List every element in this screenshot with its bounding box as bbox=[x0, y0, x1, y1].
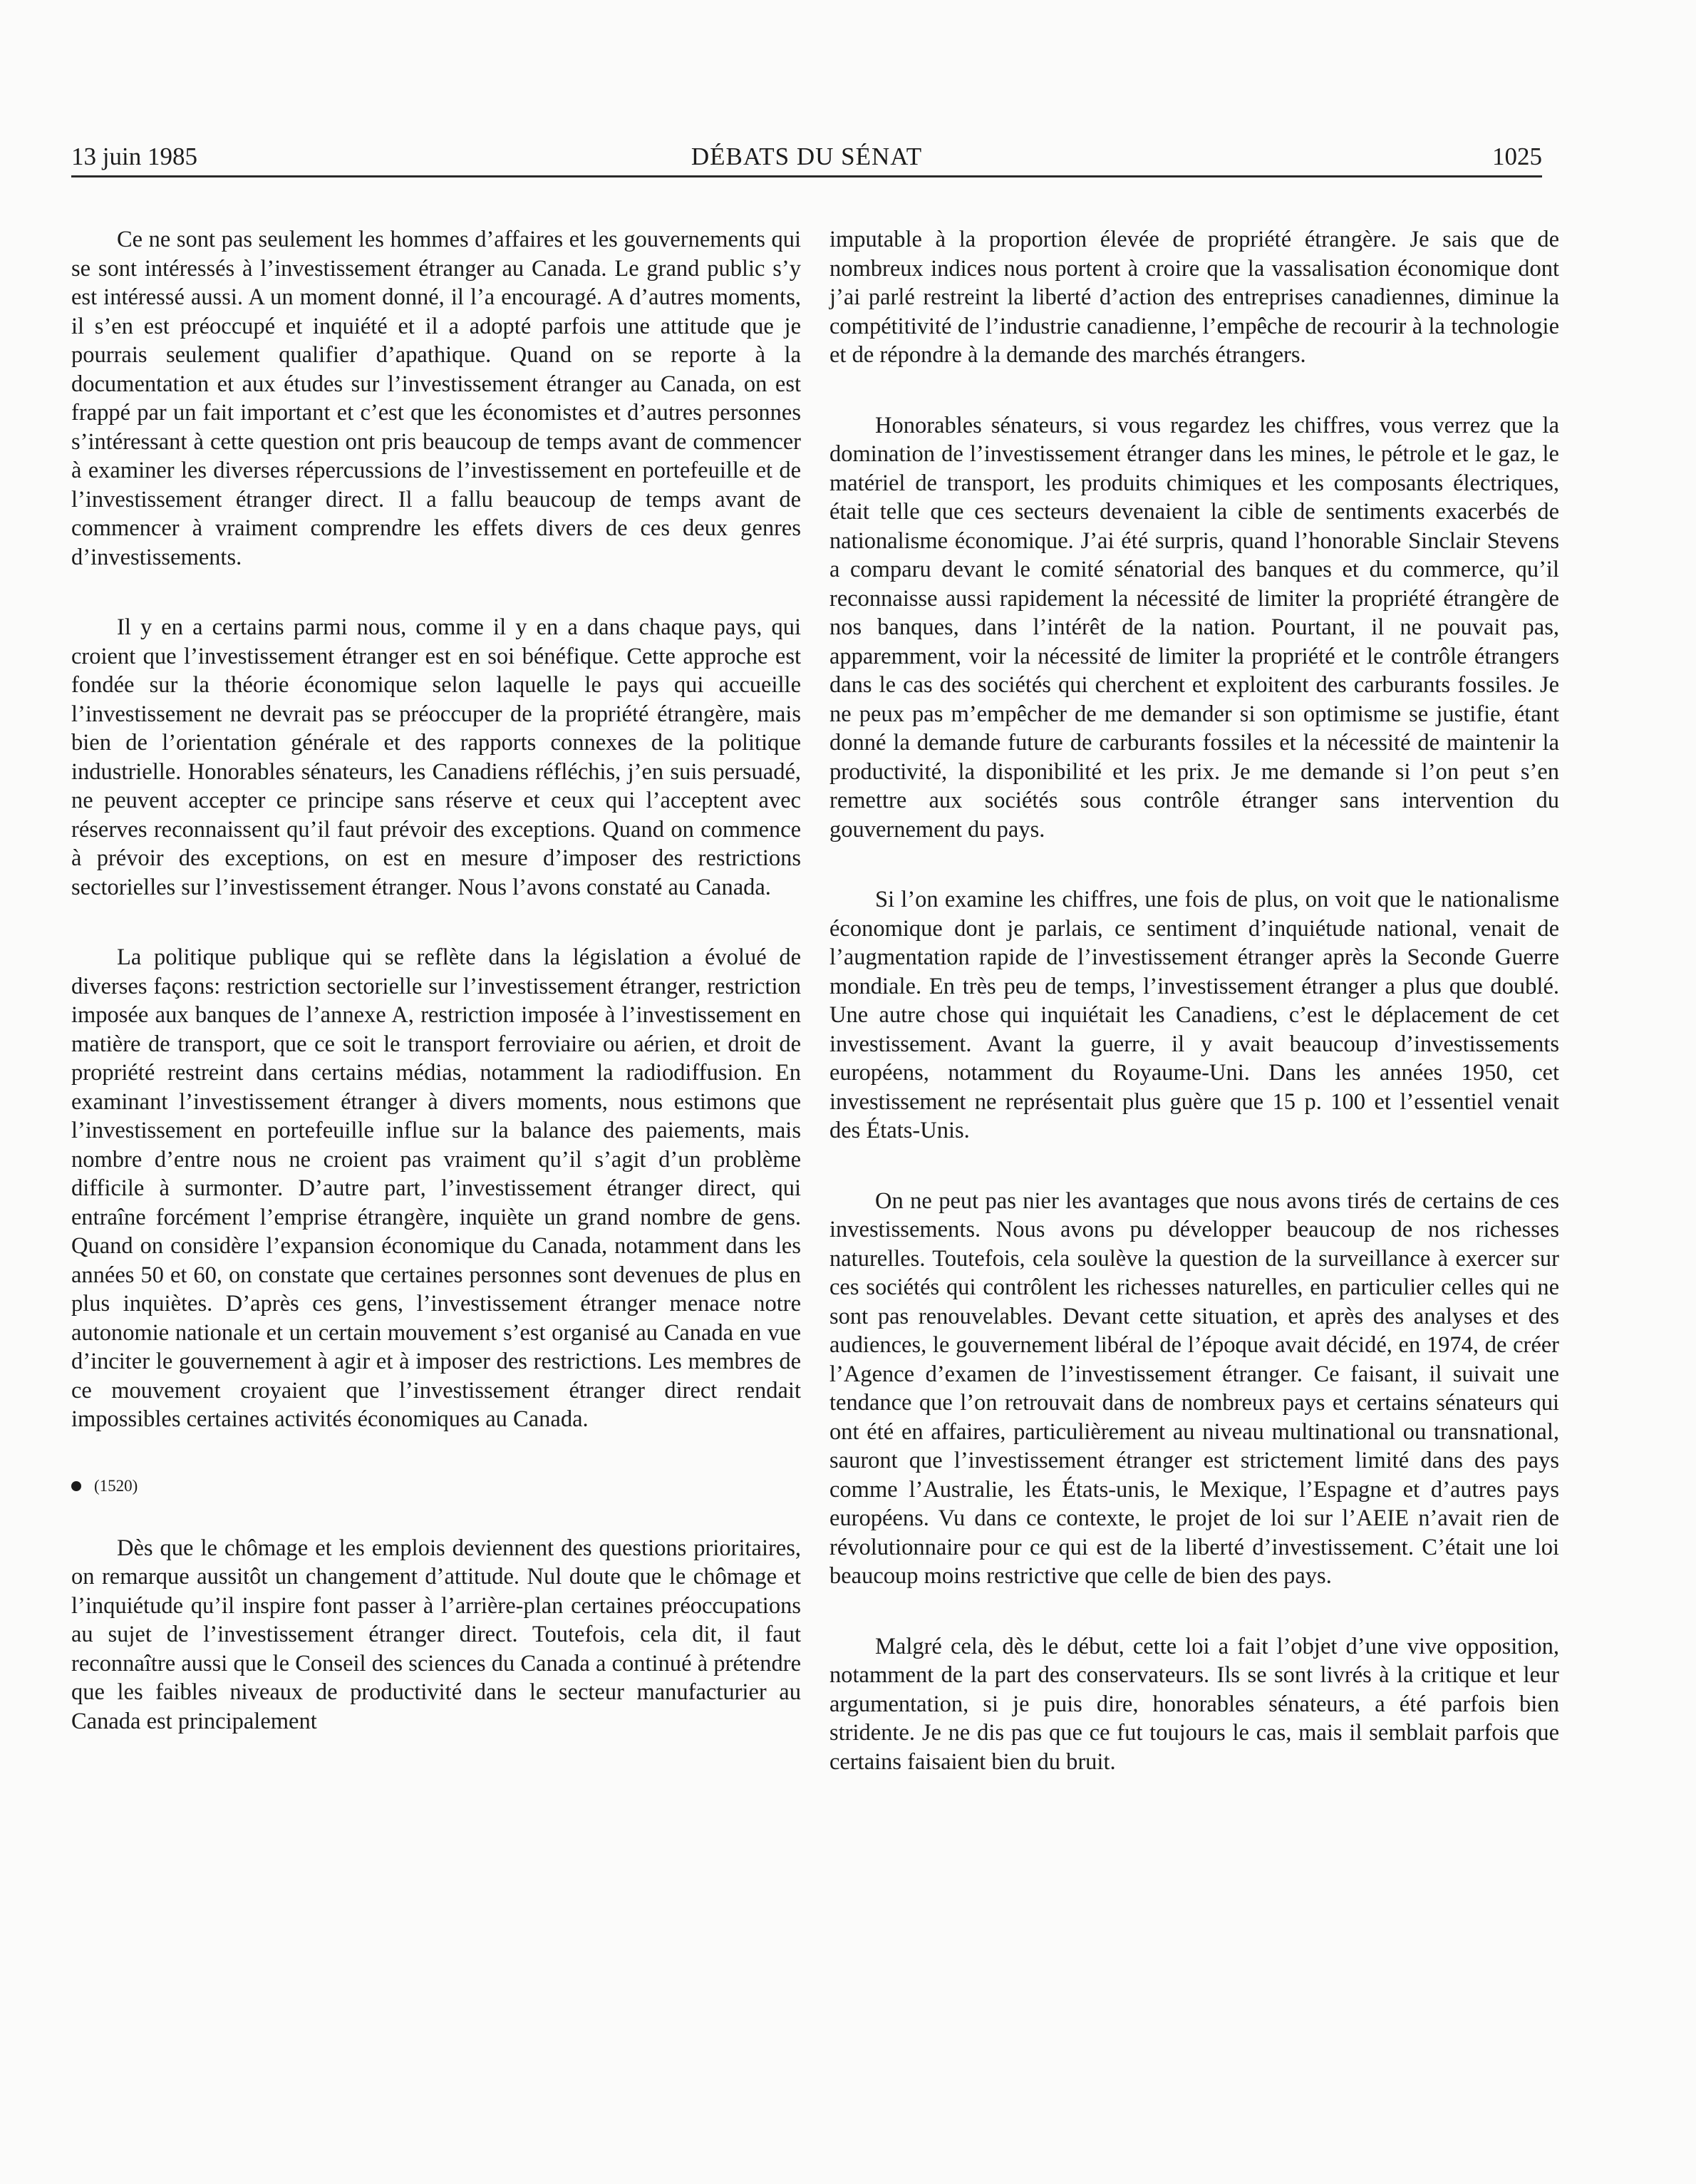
paragraph: On ne peut pas nier les avantages que nous avons tirés de certains de ces investissements. Nous avons pu développer beaucoup de nos richesses naturelles. Toutefois, cela soulève la question de la surveillance à exercer sur ces sociétés qui contrôlent les richesses naturelles, en particulier celles qui ne sont pas renouvelables. Devant cette situation, et après des analyses et des audiences, le gouvernement libéral de l’époque avait décidé, en 1974, de créer l’Agence d’examen de l’investissement étranger. Ce faisant, il suivait une tendance que l’on retrouvait dans de nombreux pays et certains sénateurs qui ont été en affaires, particulièrement au niveau multinational ou transnational, sauront que l’investissement étranger est strictement limité dans des pays comme l’Australie, les États-unis, le Mexique, l’Espagne et d’autres pays européens. Vu dans ce contexte, le projet de loi sur l’AEIE n’avait rien de révolutionnaire pour ce qui est de la liberté d’investissement. C’était une loi beaucoup moins restrictive que celle de bien des pays. bbox=[829, 1188, 1559, 1589]
paragraph: Honorables sénateurs, si vous regardez les chiffres, vous verrez que la domination de l’investissement étranger dans les mines, le pétrole et le gaz, le matériel de transport, les produits chimiques et les composants électriques, était telle que ces secteurs devenaient la cible de sentiments exacerbés de nationalisme économique. J’ai été surpris, quand l’honorable Sinclair Stevens a comparu devant le comité sénatorial des banques et du commerce, qu’il reconnaisse aussi rapidement la nécessité de limiter la propriété étrangère de nos banques, dans l’intérêt de la nation. Pourtant, il ne pouvait pas, apparemment, voir la nécessité de limiter la propriété et le contrôle étrangers dans le cas des sociétés qui cherchent et exploitent des carburants fossiles. Je ne peux pas m’empêcher de me demander si son optimisme se justifie, étant donné la demande future de carburants fossiles et la nécessité de maintenir la productivité, la disponibilité et les prix. Je me demande si l’on peut s’en remettre aux sociétés sous contrôle étranger sans intervention du gouvernement du pays. bbox=[829, 412, 1559, 843]
paragraph: Malgré cela, dès le début, cette loi a fait l’objet d’une vive opposition, notamment de la part des conservateurs. Ils se sont livrés à la critique et leur argumentation, si je puis dire, honorables sénateurs, a été parfois bien stridente. Je ne dis pas que ce fut toujours le cas, mais il semblait parfois que certains faisaient bien du bruit. bbox=[829, 1633, 1559, 1775]
header-title: DÉBATS DU SÉNAT bbox=[691, 143, 923, 170]
paragraph: Ce ne sont pas seulement les hommes d’affaires et les gouvernements qui se sont intéressés à l’investissement étranger au Canada. Le grand public s’y est intéressé aussi. A un moment donné, il l’a encouragé. A d’autres moments, il s’en est préoccupé et inquiété et il a adopté parfois une attitude que je pourrais seulement qualifier d’apathique. Quand on se reporte à la documentation et aux études sur l’investissement étranger au Canada, on est frappé par un fait important et c’est que les économistes et d’autres personnes s’intéressant à cette question ont pris beaucoup de temps avant de commencer à examiner les diverses répercussions de l’investissement en portefeuille et de l’investissement étranger direct. Il a fallu beaucoup de temps avant de commencer à vraiment comprendre les effets divers de ces deux genres d’investissements. bbox=[71, 227, 801, 570]
header-page-number: 1025 bbox=[1492, 143, 1542, 170]
paragraph: Si l’on examine les chiffres, une fois de plus, on voit que le nationalisme économique dont je parlais, ce sentiment d’inquiétude national, venait de l’augmentation rapide de l’investissement étranger après la Seconde Guerre mondiale. En très peu de temps, l’investissement étranger a plus que doublé. Une autre chose qui inquiétait les Canadiens, c’est le déplacement de cet investissement. Avant la guerre, il y avait beaucoup d’investissements européens, notamment du Royaume-Uni. Dans les années 1950, cet investissement ne représentait plus guère que 15 p. 100 et l’essentiel venait des États-Unis. bbox=[829, 887, 1559, 1143]
header-date: 13 juin 1985 bbox=[71, 143, 197, 170]
right-column bbox=[829, 225, 1559, 1818]
paragraph: La politique publique qui se reflète dans la législation a évolué de diverses façons: restriction sectorielle sur l’investissement étranger, restriction imposée aux banques de l’annexe A, restriction imposée à l’investissement en matière de transport, que ce soit le transport ferroviaire ou aérien, et droit de propriété restreint dans certains médias, notamment la radiodiffusion. En examinant l’investissement étranger à divers moments, nous estimons que l’investissement en portefeuille influe sur la balance des paiements, mais nombre d’entre nous ne croient pas vraiment qu’il s’agit d’un problème difficile à surmonter. D’autre part, l’investissement étranger direct, qui entraîne forcément l’emprise étrangère, inquiète un grand nombre de gens. Quand on considère l’expansion économique du Canada, notamment dans les années 50 et 60, on constate que certaines personnes sont devenues de plus en plus inquiètes. D’après ces gens, l’investissement étranger menace notre autonomie nationale et un certain mouvement s’est organisé au Canada en vue d’inciter le gouvernement à agir et à imposer des restrictions. Les membres de ce mouvement croyaient que l’investissement étranger direct rendait impossibles certaines activités économiques au Canada. bbox=[71, 944, 801, 1432]
paragraph: Dès que le chômage et les emplois deviennent des questions prioritaires, on remarque aussitôt un changement d’attitude. Nul doute que le chômage et l’inquiétude qu’il inspire font passer à l’arrière-plan certaines préoccupations au sujet de l’investissement étranger direct. Toutefois, cela dit, il faut reconnaître aussi que le Conseil des sciences du Canada a continué à prétendre que les faibles niveaux de productivité dans le secteur manufacturier au Canada est principalement bbox=[71, 1535, 801, 1734]
bullet-icon bbox=[71, 1481, 81, 1491]
left-column bbox=[71, 225, 801, 1777]
time-marker bbox=[71, 1475, 801, 1497]
page-header bbox=[71, 141, 1542, 177]
paragraph: Il y en a certains parmi nous, comme il y en a dans chaque pays, qui croient que l’investissement étranger est en soi bénéfique. Cette approche est fondée sur la théorie économique selon laquelle le pays qui accueille l’investissement ne devrait pas se préoccuper de la propriété étrangère, mais bien de l’orientation générale et des rapports connexes de la politique industrielle. Honorables sénateurs, les Canadiens réfléchis, j’en suis persuadé, ne peuvent accepter ce principe sans réserve et ceux qui l’acceptent avec réserves reconnaissent qu’il faut prévoir des exceptions. Quand on commence à prévoir des exceptions, on est en mesure d’imposer des restrictions sectorielles sur l’investissement étranger. Nous l’avons constaté au Canada. bbox=[71, 614, 801, 900]
paragraph-continued: imputable à la proportion élevée de propriété étrangère. Je sais que de nombreux indices nous portent à croire que la vassalisation économique dont j’ai parlé restreint la liberté d’action des entreprises canadiennes, diminue la compétitivité de l’industrie canadienne, l’empêche de recourir à la technologie et de répondre à la demande des marchés étrangers. bbox=[829, 227, 1559, 368]
time-marker-label: (1520) bbox=[94, 1476, 138, 1495]
